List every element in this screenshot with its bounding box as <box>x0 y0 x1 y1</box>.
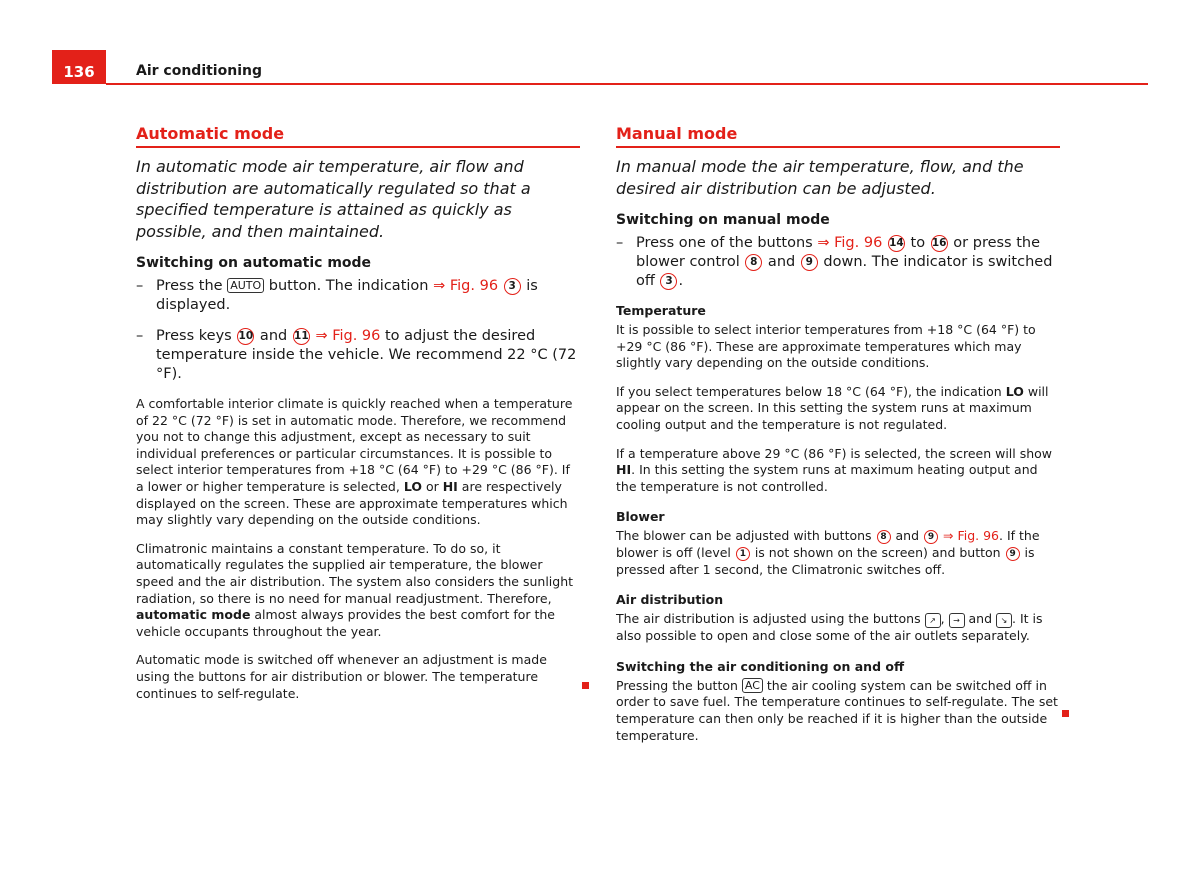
paragraph-switched-off: Automatic mode is switched off whenever an adjustment is made using the buttons for air distribution or blower. The temperature continues to self-regulate. <box>136 652 580 702</box>
step-press-auto: – Press the AUTO button. The indication ⇒ Fig. 96 3 is displayed. <box>136 278 538 313</box>
manual-mode-intro: In manual mode the air temperature, flow, and the desired air distribution can be adjusted. <box>616 157 1024 198</box>
automatic-mode-column <box>136 124 580 702</box>
automatic-mode-intro: In automatic mode air temperature, air flow and distribution are automatically regulated so that a specified temperature is attained as quickly as possible, and then maintained. <box>136 157 531 241</box>
end-of-section-icon <box>1062 710 1069 717</box>
heading-air-distribution: Air distribution <box>616 592 724 608</box>
callout-number: 10 <box>237 328 254 345</box>
page-number: 136 <box>52 50 106 84</box>
air-distribution-windscreen-icon: ↗ <box>925 613 941 628</box>
ac-key-icon: AC <box>742 678 763 693</box>
step-press-buttons: – Press one of the buttons ⇒ Fig. 96 14 to 16 or press the blower control 8 and 9 down. The indicator is switched off 3 . <box>616 235 1053 289</box>
heading-ac-on-off: Switching the air conditioning on and off <box>616 658 905 674</box>
paragraph-temperature-hi: If a temperature above 29 °C (86 °F) is selected, the screen will show HI. In this setting the system runs at maximum heating output and the temperature is not controlled. <box>616 445 1053 494</box>
fig-link[interactable]: ⇒ Fig. 96 <box>943 528 999 544</box>
auto-key-icon: AUTO <box>227 278 264 293</box>
manual-steps <box>616 234 1060 291</box>
subheading-switch-on-automatic: Switching on automatic mode <box>136 255 372 271</box>
heading-blower: Blower <box>616 509 665 525</box>
end-of-section-icon <box>582 682 589 689</box>
callout-number: 16 <box>931 235 948 252</box>
header-rule <box>106 83 1148 85</box>
heading-temperature: Temperature <box>616 303 706 318</box>
page-header <box>52 50 1148 86</box>
callout-number: 11 <box>293 328 310 345</box>
callout-number: 9 <box>1006 547 1020 561</box>
fig-link[interactable]: ⇒ Fig. 96 <box>817 235 883 251</box>
paragraph-ac: Pressing the button AC the air cooling system can be switched off in order to save fuel. The temperature continues to self-regulate. The set temperature can then only be reached if it is higher than the outside temperature. <box>616 678 1060 744</box>
callout-number: 3 <box>660 273 677 290</box>
callout-number: 8 <box>745 254 762 271</box>
section-title-manual-mode: Manual mode <box>616 124 1060 148</box>
chapter-title: Air conditioning <box>136 63 262 79</box>
callout-number: 14 <box>888 235 905 252</box>
paragraph-blower: The blower can be adjusted with buttons 8 and 9 ⇒ Fig. 96. If the blower is off (level 1 is not shown on the screen) and button 9 is pressed after 1 second, the Climatronic switches off. <box>616 528 1040 577</box>
callout-number: 1 <box>736 547 750 561</box>
paragraph-temperature-range: It is possible to select interior temperatures from +18 °C (64 °F) to +29 °C (86 °F). These are approximate temperatures which may slightly vary depending on the outside conditions. <box>616 322 1036 371</box>
callout-number: 3 <box>504 278 521 295</box>
paragraph-comfort: A comfortable interior climate is quickly reached when a temperature of 22 °C (72 °F) is set in automatic mode. Therefore, we recommend you not to change this adjustment, except as necessary to suit individual preferences or particular circumstances. It is possible to select interior temperatures from +18 °C (64 °F) to +29 °C (86 °F). If a lower or higher temperature is selected, LO or HI are respectively displayed on the screen. These are approximate temperatures which may slightly vary depending on the outside conditions. <box>136 396 573 528</box>
callout-number: 8 <box>877 530 891 544</box>
subheading-switch-on-manual: Switching on manual mode <box>616 212 830 228</box>
paragraph-temperature-lo: If you select temperatures below 18 °C (64 °F), the indication LO will appear on the screen. In this setting the system runs at maximum cooling output and the temperature is not regulated. <box>616 383 1049 432</box>
air-distribution-upper-icon: → <box>949 613 965 628</box>
paragraph-climatronic: Climatronic maintains a constant temperature. To do so, it automatically regulates the supplied air temperature, the blower speed and the air distribution. The system also considers the sunlight radiation, so there is no need for manual readjustment. Therefore, automatic mode almost always provides the best comfort for the vehicle occupants throughout the year. <box>136 540 574 639</box>
fig-link[interactable]: ⇒ Fig. 96 <box>315 328 381 344</box>
step-press-keys: – Press keys 10 and 11 ⇒ Fig. 96 to adjust the desired temperature inside the vehicle. We recommend 22 °C (72 °F). <box>136 328 577 382</box>
fig-link[interactable]: ⇒ Fig. 96 <box>433 278 499 294</box>
automatic-steps <box>136 277 580 384</box>
air-distribution-footwell-icon: ↘ <box>996 613 1012 628</box>
section-title-automatic-mode: Automatic mode <box>136 124 580 148</box>
callout-number: 9 <box>801 254 818 271</box>
callout-number: 9 <box>924 530 938 544</box>
paragraph-air-distribution: The air distribution is adjusted using the buttons ↗ , → and ↘ . It is also possible to open and close some of the air outlets separately. <box>616 611 1043 644</box>
manual-mode-column <box>616 124 1060 744</box>
